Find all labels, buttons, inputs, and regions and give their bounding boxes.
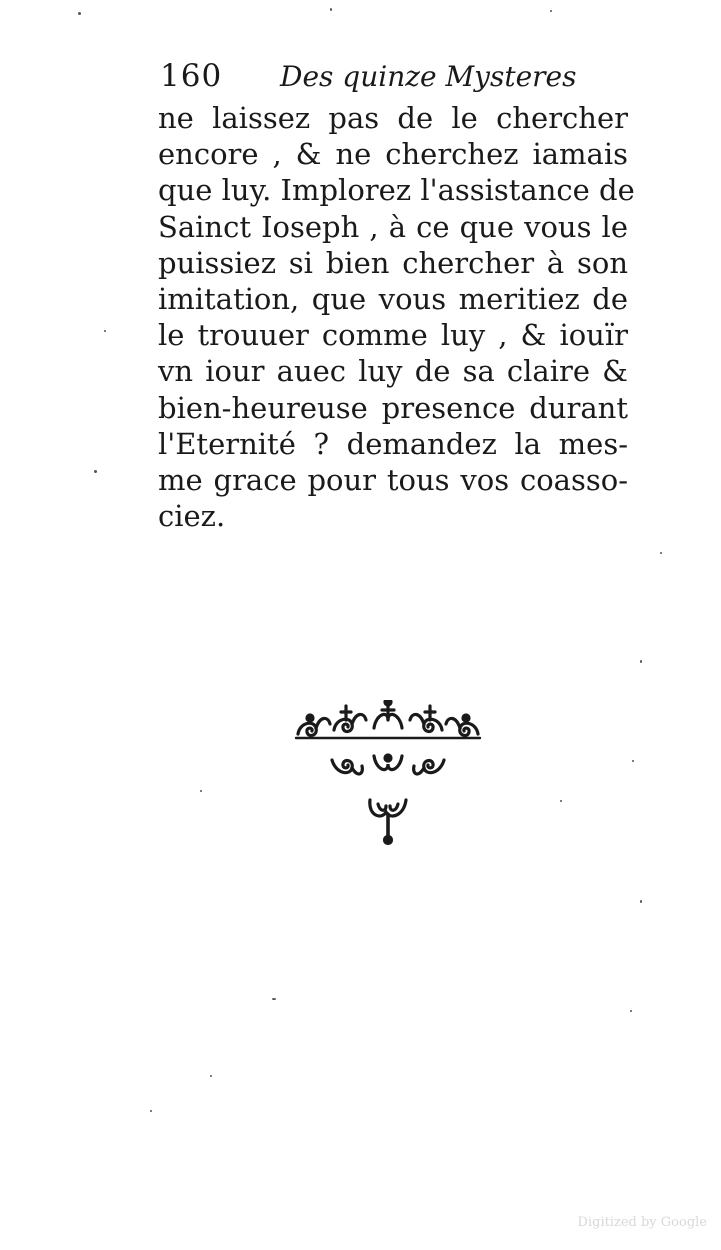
running-head: Des quinze Mysteres — [280, 60, 577, 93]
digitization-watermark: Digitized by Google — [577, 1215, 707, 1230]
paper-speck — [640, 660, 642, 663]
fleuron-ornament-icon — [288, 700, 488, 850]
paper-speck — [150, 1110, 152, 1112]
page-header — [160, 58, 580, 98]
paper-speck — [630, 1010, 632, 1012]
text-line: vn iour auec luy de sa claire & — [158, 354, 628, 389]
text-line: encore , & ne cherchez iamais — [158, 137, 628, 172]
paper-speck — [632, 760, 634, 762]
paper-speck — [640, 900, 642, 903]
paper-speck — [560, 800, 562, 802]
text-line: le trouuer comme luy , & iouïr — [158, 318, 628, 353]
text-line: imitation, que vous meritiez de — [158, 281, 628, 316]
paper-speck — [104, 330, 106, 332]
paper-speck — [272, 998, 276, 1000]
text-line: que luy. Implorez l'assistance de — [158, 173, 635, 208]
paper-speck — [94, 470, 97, 473]
text-line: bien-heureuse presence durant — [158, 390, 628, 425]
paper-speck — [78, 12, 81, 15]
paper-speck — [330, 8, 332, 11]
paper-speck — [210, 1075, 212, 1077]
text-line: Sainct Ioseph , à ce que vous le — [158, 209, 628, 244]
page-number: 160 — [160, 58, 223, 94]
body-text — [158, 100, 635, 534]
paper-speck — [660, 552, 662, 554]
text-line: l'Eternité ? demandez la mes- — [158, 426, 628, 461]
text-line: ciez. — [158, 499, 226, 534]
text-line: ne laissez pas de le chercher — [158, 101, 628, 135]
paper-speck — [200, 790, 202, 792]
text-line: me grace pour tous vos coasso- — [158, 462, 628, 497]
paper-speck — [550, 10, 552, 12]
text-line: puissiez si bien chercher à son — [158, 245, 628, 280]
